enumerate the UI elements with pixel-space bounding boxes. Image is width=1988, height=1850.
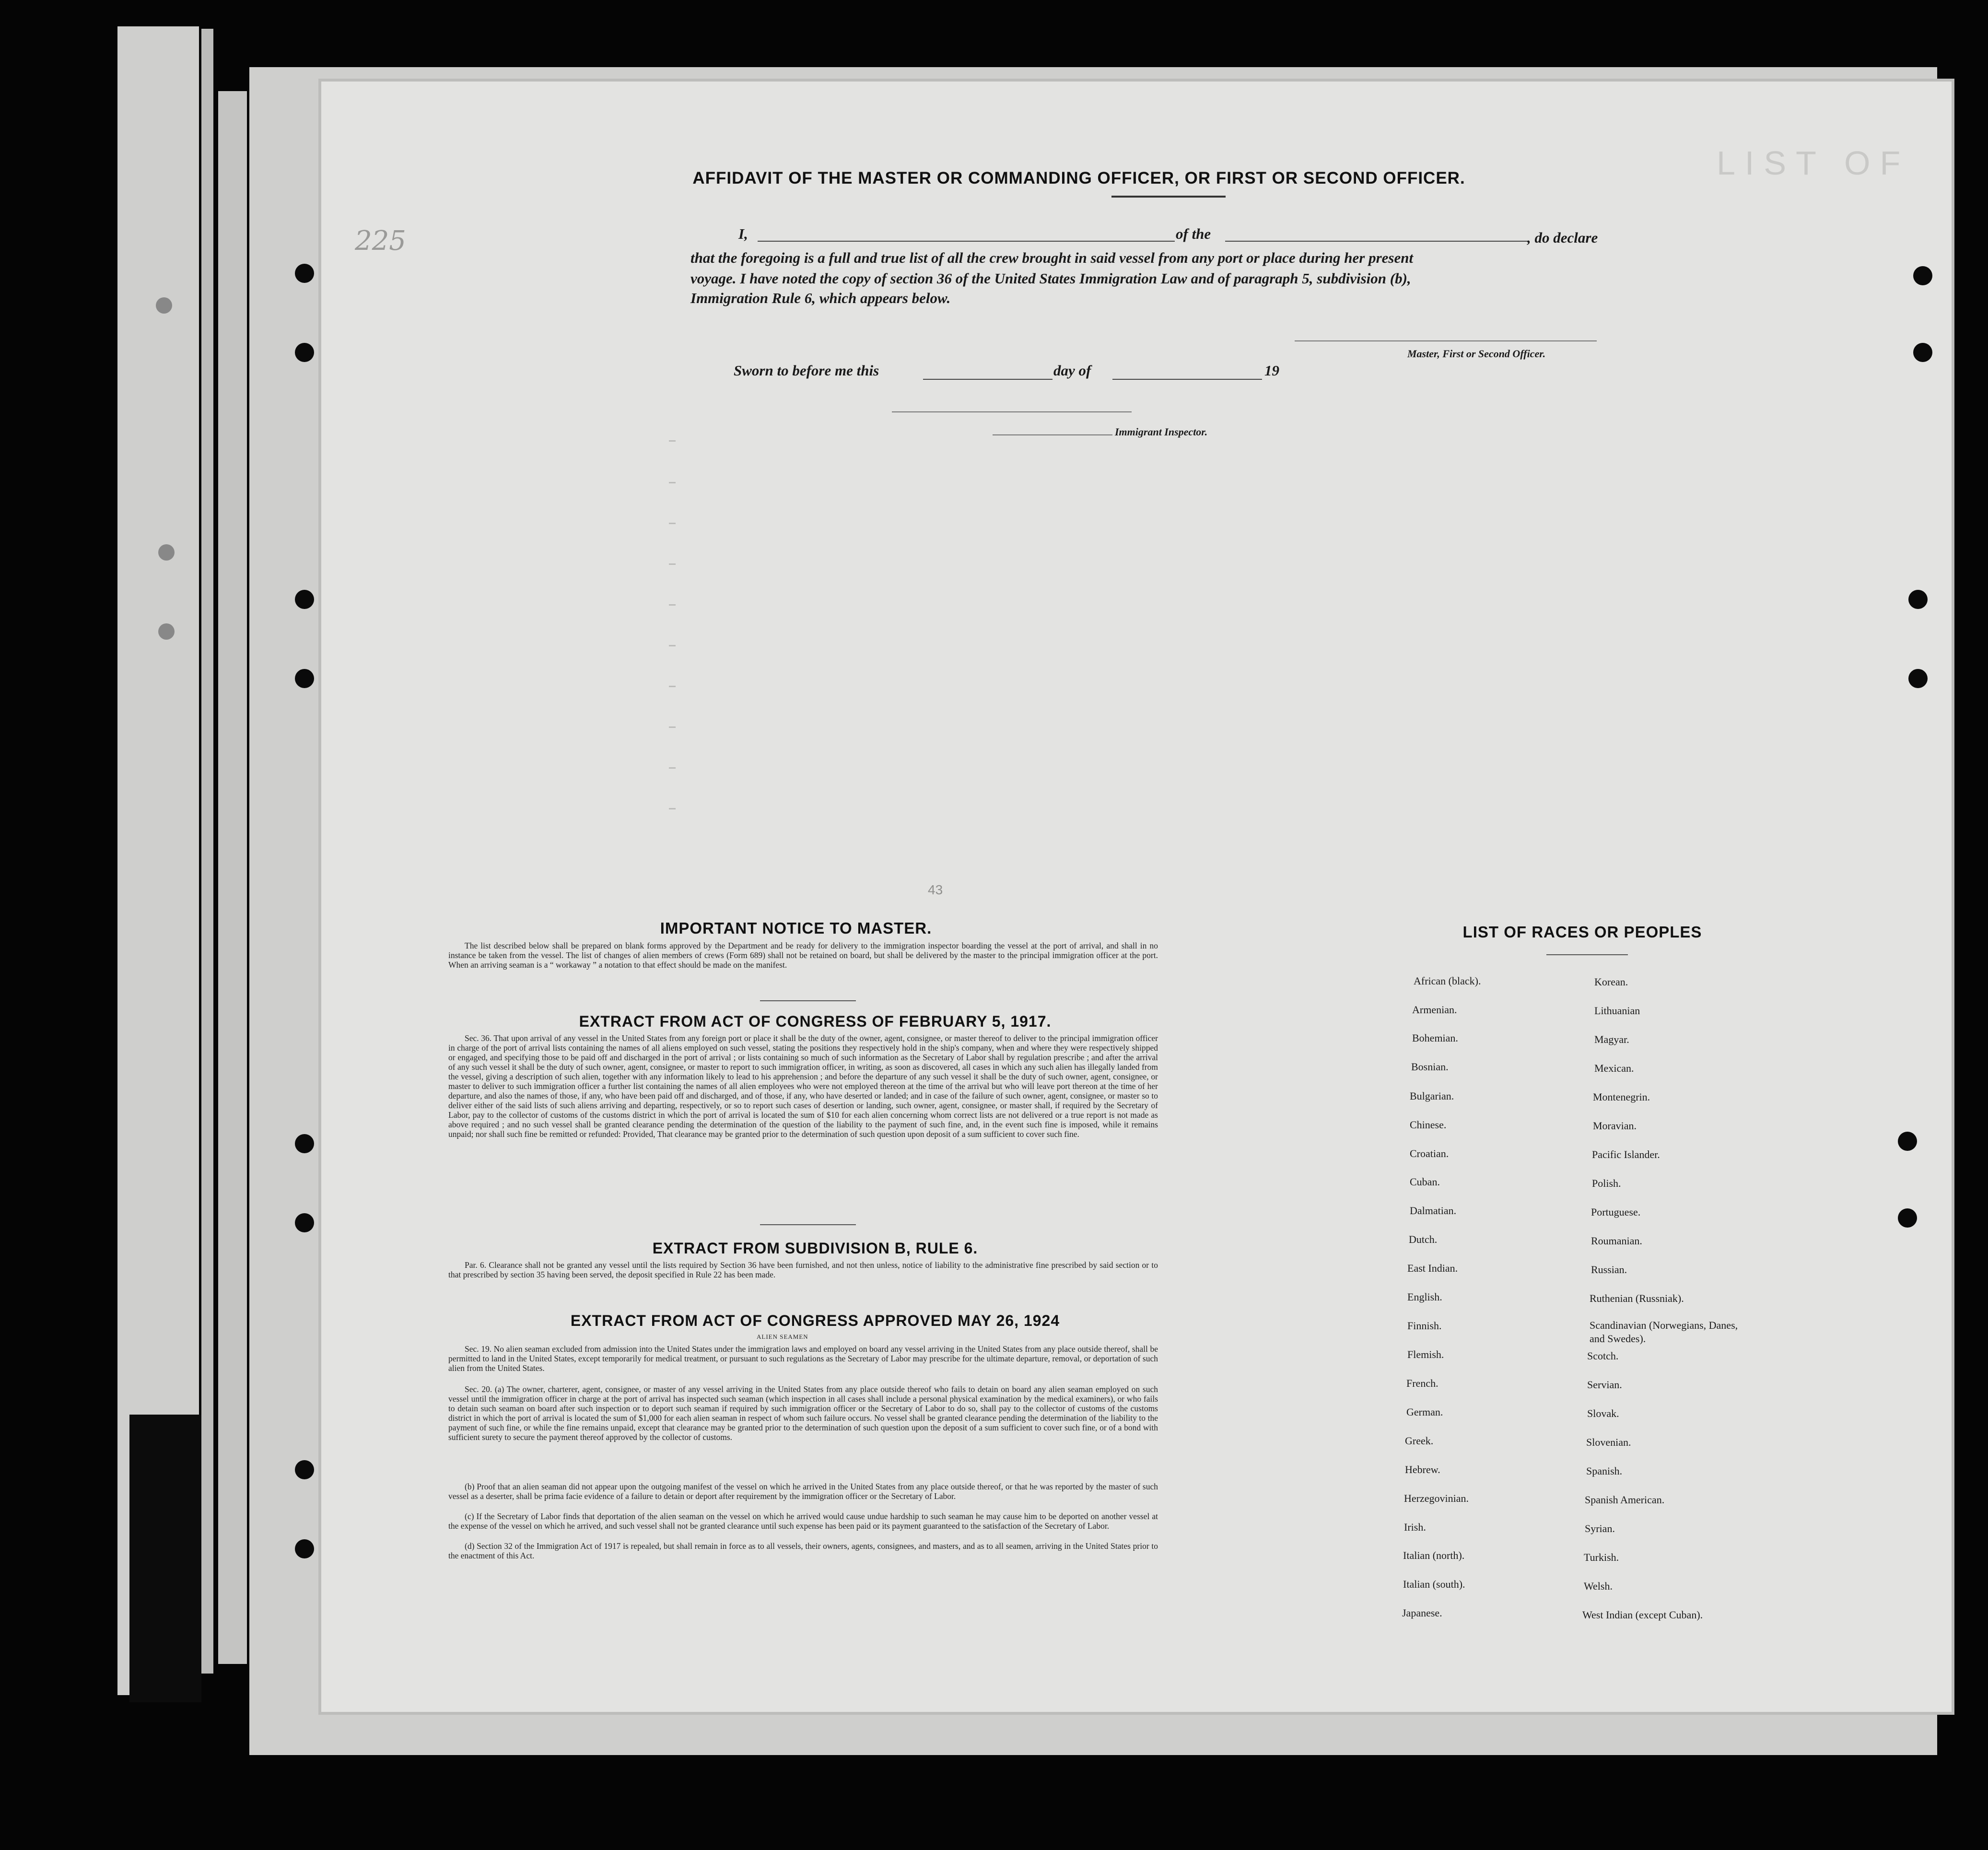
day-blank: [923, 379, 1052, 380]
affidavit-i: I,: [738, 225, 748, 242]
extract-1924-sec20c: (c) If the Secretary of Labor finds that deportation of the alien seaman on the vessel on which he arrived would cause undue hardship to such seaman he may cause him to be deported on another vessel at the expense of the vessel on which he arrived, and such vessel shall not be granted clearance until such expense has been paid or its payment guaranteed to the satisfaction of the Secretary of Labor.: [448, 1511, 1158, 1531]
race-item: Korean.: [1594, 976, 1628, 988]
faint-rule-mark: [669, 523, 676, 524]
extract-1924-sec20b: (b) Proof that an alien seaman did not appear upon the outgoing manifest of the vessel on which he arrived in the United States from any place outside thereof, or that he was reported by the master of such vessel as a deserter, shall be prima facie evidence of a failure to detain or deport after requirement by the immigration officer or the Secretary of Labor.: [448, 1482, 1158, 1501]
notice-title: IMPORTANT NOTICE TO MASTER.: [660, 919, 932, 937]
punch-hole: [295, 343, 314, 362]
race-item: Flemish.: [1407, 1348, 1444, 1360]
extract-1924-title: EXTRACT FROM ACT OF CONGRESS APPROVED MAY 26, 1924: [570, 1312, 1060, 1329]
faint-rule-mark: [669, 645, 676, 646]
section-divider: [760, 1224, 856, 1225]
punch-hole: [295, 590, 314, 609]
inspector-line-2: [993, 434, 1112, 435]
race-item: Magyar.: [1594, 1033, 1629, 1045]
extract-1924-sec20a: Sec. 20. (a) The owner, charterer, agent, consignee, or master of any vessel arriving in the United States from any place outside thereof who fails to detain on board any alien seaman employed on such vessel until the immigration officer in charge at the port of arrival has inspected such seaman (which inspection in all cases shall include a personal physical examination by the medical examiners), or who fails to detain such seaman on board after such inspection or to deport such seaman if required by such immigration officer or the Secretary of Labor to do so, shall pay to the collector of customs of the customs district in which the port of arrival is located the sum of $1,000 for each alien seaman in respect of whom such failure occurs. No vessel shall be granted clearance pending the determination of the liability to the payment of such fine, or while the fine remains unpaid, except that clearance may be granted prior to the determination of such question upon the deposit of a sum sufficient to cover such fine, or of a bond with sufficient surety to secure the payment thereof approved by the collector of customs.: [448, 1384, 1158, 1442]
punch-hole: [1898, 1208, 1917, 1228]
race-item: Roumanian.: [1591, 1235, 1642, 1247]
punch-hole: [158, 544, 175, 561]
race-item: Cuban.: [1410, 1176, 1440, 1188]
binding-shadow: [129, 1415, 201, 1702]
race-item: East Indian.: [1407, 1262, 1458, 1274]
affidavit-line-4: Immigration Rule 6, which appears below.: [690, 290, 951, 306]
race-item: French.: [1406, 1377, 1438, 1389]
race-item: Moravian.: [1593, 1120, 1637, 1132]
faint-rule-mark: [669, 604, 676, 606]
race-item: Dalmatian.: [1410, 1205, 1457, 1217]
inspector-line-1: [892, 411, 1132, 412]
stacked-page-edge: [201, 29, 213, 1674]
faint-rule-mark: [669, 440, 676, 442]
race-item: Scotch.: [1587, 1350, 1619, 1362]
extract-1917-body: Sec. 36. That upon arrival of any vessel in the United States from any foreign port or place it shall be the duty of the owner, agent, consignee, or master thereof to deliver to the principal immigration officer in charge of the port of arrival lists containing the names of all aliens employed on such vessel, stating the positions they respectively hold in the ship's company, when and where they were respectively shipped or engaged, and specifying those to be paid off and discharged in the port of arrival ; or lists containing so much of such information as the Secretary of Labor shall by regulation prescribe ; and after the arrival of any such vessel it shall be the duty of such owner, agent, consignee, or master to report to such immigration officer, in writing, as soon as discovered, all cases in which any such alien has illegally landed from the vessel, giving a description of such alien, together with any information likely to lead to his apprehension ; and before the departure of any such vessel it shall be the duty of such owner, agent, consignee, or master to deliver to such immigration officer a further list containing the names of all alien employees who were not employed thereon at the time of the arrival but who will leave port thereon at the time of her departure, and also the names of those, if any, who have been paid off and discharged, and of those, if any, who have deserted or landed; and in case of the failure of such owner, agent, consignee, or master so to deliver either of the said lists of such aliens arriving and departing, respectively, or so to report such cases of desertion or landing, such owner, agent, consignee, or master shall, if required by the Secretary of Labor, pay to the collector of customs of the customs district in which the port of arrival is located the sum of $10 for each alien concerning whom correct lists are not delivered or a true report is not made as above required ; and no such vessel shall be granted clearance pending the determination of the question of the liability to the payment of such fine, and, in the event such fine is imposed, while it remains unpaid; nor shall such fine be remitted or refunded: Provided, That clearance may be granted prior to the determination of such question upon deposit of a sum sufficient to cover such fine.: [448, 1033, 1158, 1139]
race-item: Greek.: [1405, 1435, 1434, 1447]
race-item: Armenian.: [1412, 1004, 1457, 1016]
stacked-page-edge: [218, 91, 247, 1664]
punch-hole: [295, 1539, 314, 1558]
race-item: Bosnian.: [1411, 1061, 1449, 1073]
race-item: Lithuanian: [1594, 1005, 1640, 1017]
race-item: Bulgarian.: [1410, 1090, 1454, 1102]
races-underline: [1546, 954, 1628, 955]
extract-1924-sec20d: (d) Section 32 of the Immigration Act of 1917 is repealed, but shall remain in force as to all vessels, their owners, agents, consignees, and masters, and as to all seamen, arriving in the United States prior to the enactment of this Act.: [448, 1541, 1158, 1560]
punch-hole: [1913, 266, 1932, 285]
race-item: Chinese.: [1410, 1119, 1447, 1131]
races-title: LIST OF RACES OR PEOPLES: [1462, 923, 1702, 941]
punch-hole: [295, 1134, 314, 1153]
punch-hole: [295, 669, 314, 688]
race-item: Slovenian.: [1586, 1436, 1631, 1448]
race-item: Pacific Islander.: [1592, 1148, 1660, 1160]
race-item: Irish.: [1404, 1521, 1426, 1533]
sworn-text: Sworn to before me this: [734, 362, 879, 379]
race-item: Turkish.: [1584, 1551, 1619, 1563]
race-item: West Indian (except Cuban).: [1582, 1609, 1703, 1621]
faint-rule-mark: [669, 767, 676, 769]
race-item: Croatian.: [1410, 1147, 1449, 1159]
race-item: Ruthenian (Russniak).: [1590, 1292, 1684, 1304]
punch-hole: [156, 297, 172, 314]
master-caption: Master, First or Second Officer.: [1407, 348, 1546, 360]
inspector-caption: Immigrant Inspector.: [1115, 426, 1208, 438]
punch-hole: [158, 623, 175, 640]
race-item: German.: [1406, 1406, 1443, 1418]
race-item: Hebrew.: [1405, 1464, 1440, 1475]
race-item: Syrian.: [1585, 1522, 1615, 1534]
punch-hole: [295, 1213, 314, 1232]
punch-hole: [1898, 1132, 1917, 1151]
race-item: Servian.: [1587, 1379, 1622, 1391]
race-item: Bohemian.: [1412, 1032, 1458, 1044]
race-item: African (black).: [1414, 975, 1481, 987]
race-item: Japanese.: [1402, 1607, 1442, 1619]
race-item: Finnish.: [1407, 1320, 1442, 1332]
race-item: Welsh.: [1584, 1580, 1613, 1592]
punch-hole: [1908, 669, 1928, 688]
race-item: Herzegovinian.: [1404, 1492, 1469, 1504]
faint-rule-mark: [669, 563, 676, 565]
extract-rule6-title: EXTRACT FROM SUBDIVISION B, RULE 6.: [652, 1240, 978, 1257]
race-item: Russian.: [1591, 1264, 1627, 1276]
master-signature-line: [1295, 340, 1597, 341]
day-of: day of: [1053, 362, 1091, 379]
affidavit-line-3: voyage. I have noted the copy of section 36 of the United States Immigration Law and of paragraph 5, subdivision (b),: [690, 270, 1411, 287]
year-prefix: 19: [1264, 362, 1279, 379]
extract-1924-sec19: Sec. 19. No alien seaman excluded from admission into the United States under the immigration laws and employed on board any vessel arriving in the United States from any place outside thereof, shall be permitted to land in the United States, except temporarily for medical treatment, or pursuant to such regulations as the Secretary of Labor may prescribe for the ultimate departure, removal, or deportation of such alien from the United States.: [448, 1344, 1158, 1373]
race-item: Scandinavian (Norwegians, Danes, and Swedes).: [1590, 1319, 1738, 1345]
punch-hole: [295, 1460, 314, 1479]
faint-rule-mark: [669, 726, 676, 728]
notice-body: The list described below shall be prepared on blank forms approved by the Department and be ready for delivery to the immigration inspector boarding the vessel at the port of arrival, and shall in no instance be taken from the vessel. The list of changes of alien members of crews (Form 689) shall not be retained on board, but shall be delivered by the master to the principal immigration officer at the port. When an arriving seaman is a “ workaway ” a notation to that effect should be made on the manifest.: [448, 941, 1158, 970]
faint-rule-mark: [669, 808, 676, 809]
race-item: Montenegrin.: [1593, 1091, 1650, 1103]
race-item: Spanish.: [1586, 1465, 1623, 1477]
extract-1917-title: EXTRACT FROM ACT OF CONGRESS OF FEBRUARY 5, 1917.: [579, 1013, 1052, 1030]
affidavit-line-2: that the foregoing is a full and true list of all the crew brought in said vessel from any port or place during her present: [690, 249, 1414, 266]
race-item: Italian (south).: [1403, 1578, 1465, 1590]
affidavit-declare: , do declare: [1527, 229, 1598, 246]
month-blank: [1112, 379, 1262, 380]
affidavit-title: AFFIDAVIT OF THE MASTER OR COMMANDING OFFICER, OR FIRST OR SECOND OFFICER.: [692, 169, 1465, 187]
handwritten-margin-number: 225: [355, 225, 406, 257]
race-item: Italian (north).: [1403, 1549, 1465, 1561]
bleed-through-text: LIST OF: [1717, 144, 1910, 182]
name-blank: [758, 241, 1175, 242]
race-item: Spanish American.: [1585, 1494, 1665, 1506]
race-item: Polish.: [1592, 1177, 1621, 1189]
faint-page-number: 43: [928, 882, 943, 897]
section-divider: [760, 1000, 856, 1001]
race-item: Slovak.: [1587, 1407, 1619, 1419]
vessel-blank: [1225, 241, 1527, 242]
manifest-sheet: [321, 82, 1952, 1712]
faint-rule-mark: [669, 686, 676, 687]
race-item: Mexican.: [1594, 1062, 1634, 1074]
alien-seamen-subtitle: ALIEN SEAMEN: [757, 1333, 808, 1340]
race-item: Dutch.: [1409, 1233, 1438, 1245]
punch-hole: [1908, 590, 1928, 609]
faint-rule-mark: [669, 482, 676, 483]
punch-hole: [1913, 343, 1932, 362]
race-item: Portuguese.: [1591, 1206, 1641, 1218]
title-underline: [1111, 196, 1226, 198]
extract-rule6-body: Par. 6. Clearance shall not be granted any vessel until the lists required by Section 36 have been furnished, and not then unless, notice of liability to the administrative fine prescribed by said section or to that prescribed by section 35 having been served, the deposit specified in Rule 22 has been made.: [448, 1260, 1158, 1279]
race-item: English.: [1407, 1291, 1442, 1303]
affidavit-of-the: of the: [1176, 225, 1211, 242]
punch-hole: [295, 264, 314, 283]
